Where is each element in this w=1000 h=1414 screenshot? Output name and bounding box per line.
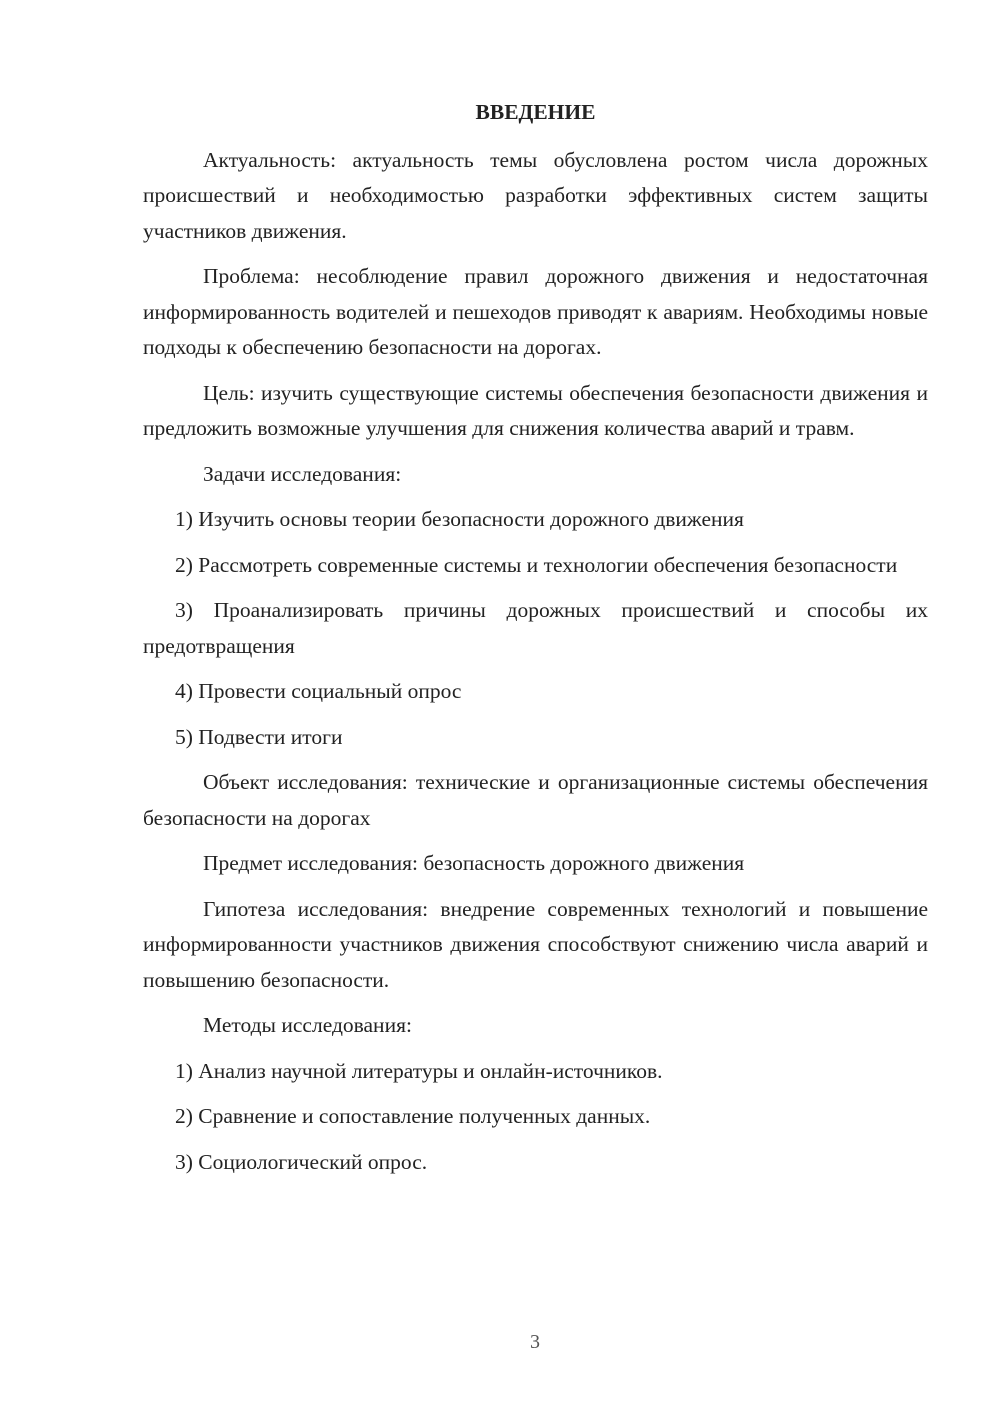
paragraph-tasks-heading: Задачи исследования: (203, 461, 402, 486)
list-item-task-4: 4) Провести социальный опрос (175, 679, 462, 703)
paragraph-problem: Проблема: несоблюдение правил дорожного движения и недостаточная информированность водителей и пешеходов приводят к авариям. Необходимы новые подходы к обеспечению безопасности на дорогах. (143, 264, 928, 359)
paragraph-subject: Предмет исследования: безопасность дорожного движения (203, 851, 745, 875)
document-page (143, 95, 928, 1190)
list-item-task-5: 5) Подвести итоги (175, 724, 343, 749)
list-item-method-2: 2) Сравнение и сопоставление полученных данных. (175, 1104, 651, 1128)
list-item-method-3: 3) Социологический опрос. (175, 1149, 428, 1174)
list-item-method-1: 1) Анализ научной литературы и онлайн-источников. (175, 1058, 663, 1083)
page-title: ВВЕДЕНИЕ (475, 100, 596, 124)
page-number: 3 (530, 1331, 540, 1353)
paragraph-goal: Цель: изучить существующие системы обеспечения безопасности движения и предложить возможные улучшения для снижения количества аварий и травм. (143, 380, 928, 440)
paragraph-relevance: Актуальность: актуальность темы обусловлена ростом числа дорожных происшествий и необходимостью разработки эффективных систем защиты участников движения. (143, 147, 928, 243)
paragraph-methods-heading: Методы исследования: (203, 1013, 412, 1037)
paragraph-object: Объект исследования: технические и организационные системы обеспечения безопасности на дорогах (143, 770, 928, 830)
list-item-task-3: 3) Проанализировать причины дорожных происшествий и способы их предотвращения (143, 598, 928, 658)
list-item-task-1: 1) Изучить основы теории безопасности дорожного движения (175, 507, 744, 531)
paragraph-hypothesis: Гипотеза исследования: внедрение современных технологий и повышение информированности участников движения способствуют снижению числа аварий и повышению безопасности. (143, 896, 928, 992)
list-item-task-2: 2) Рассмотреть современные системы и технологии обеспечения безопасности (175, 552, 898, 577)
